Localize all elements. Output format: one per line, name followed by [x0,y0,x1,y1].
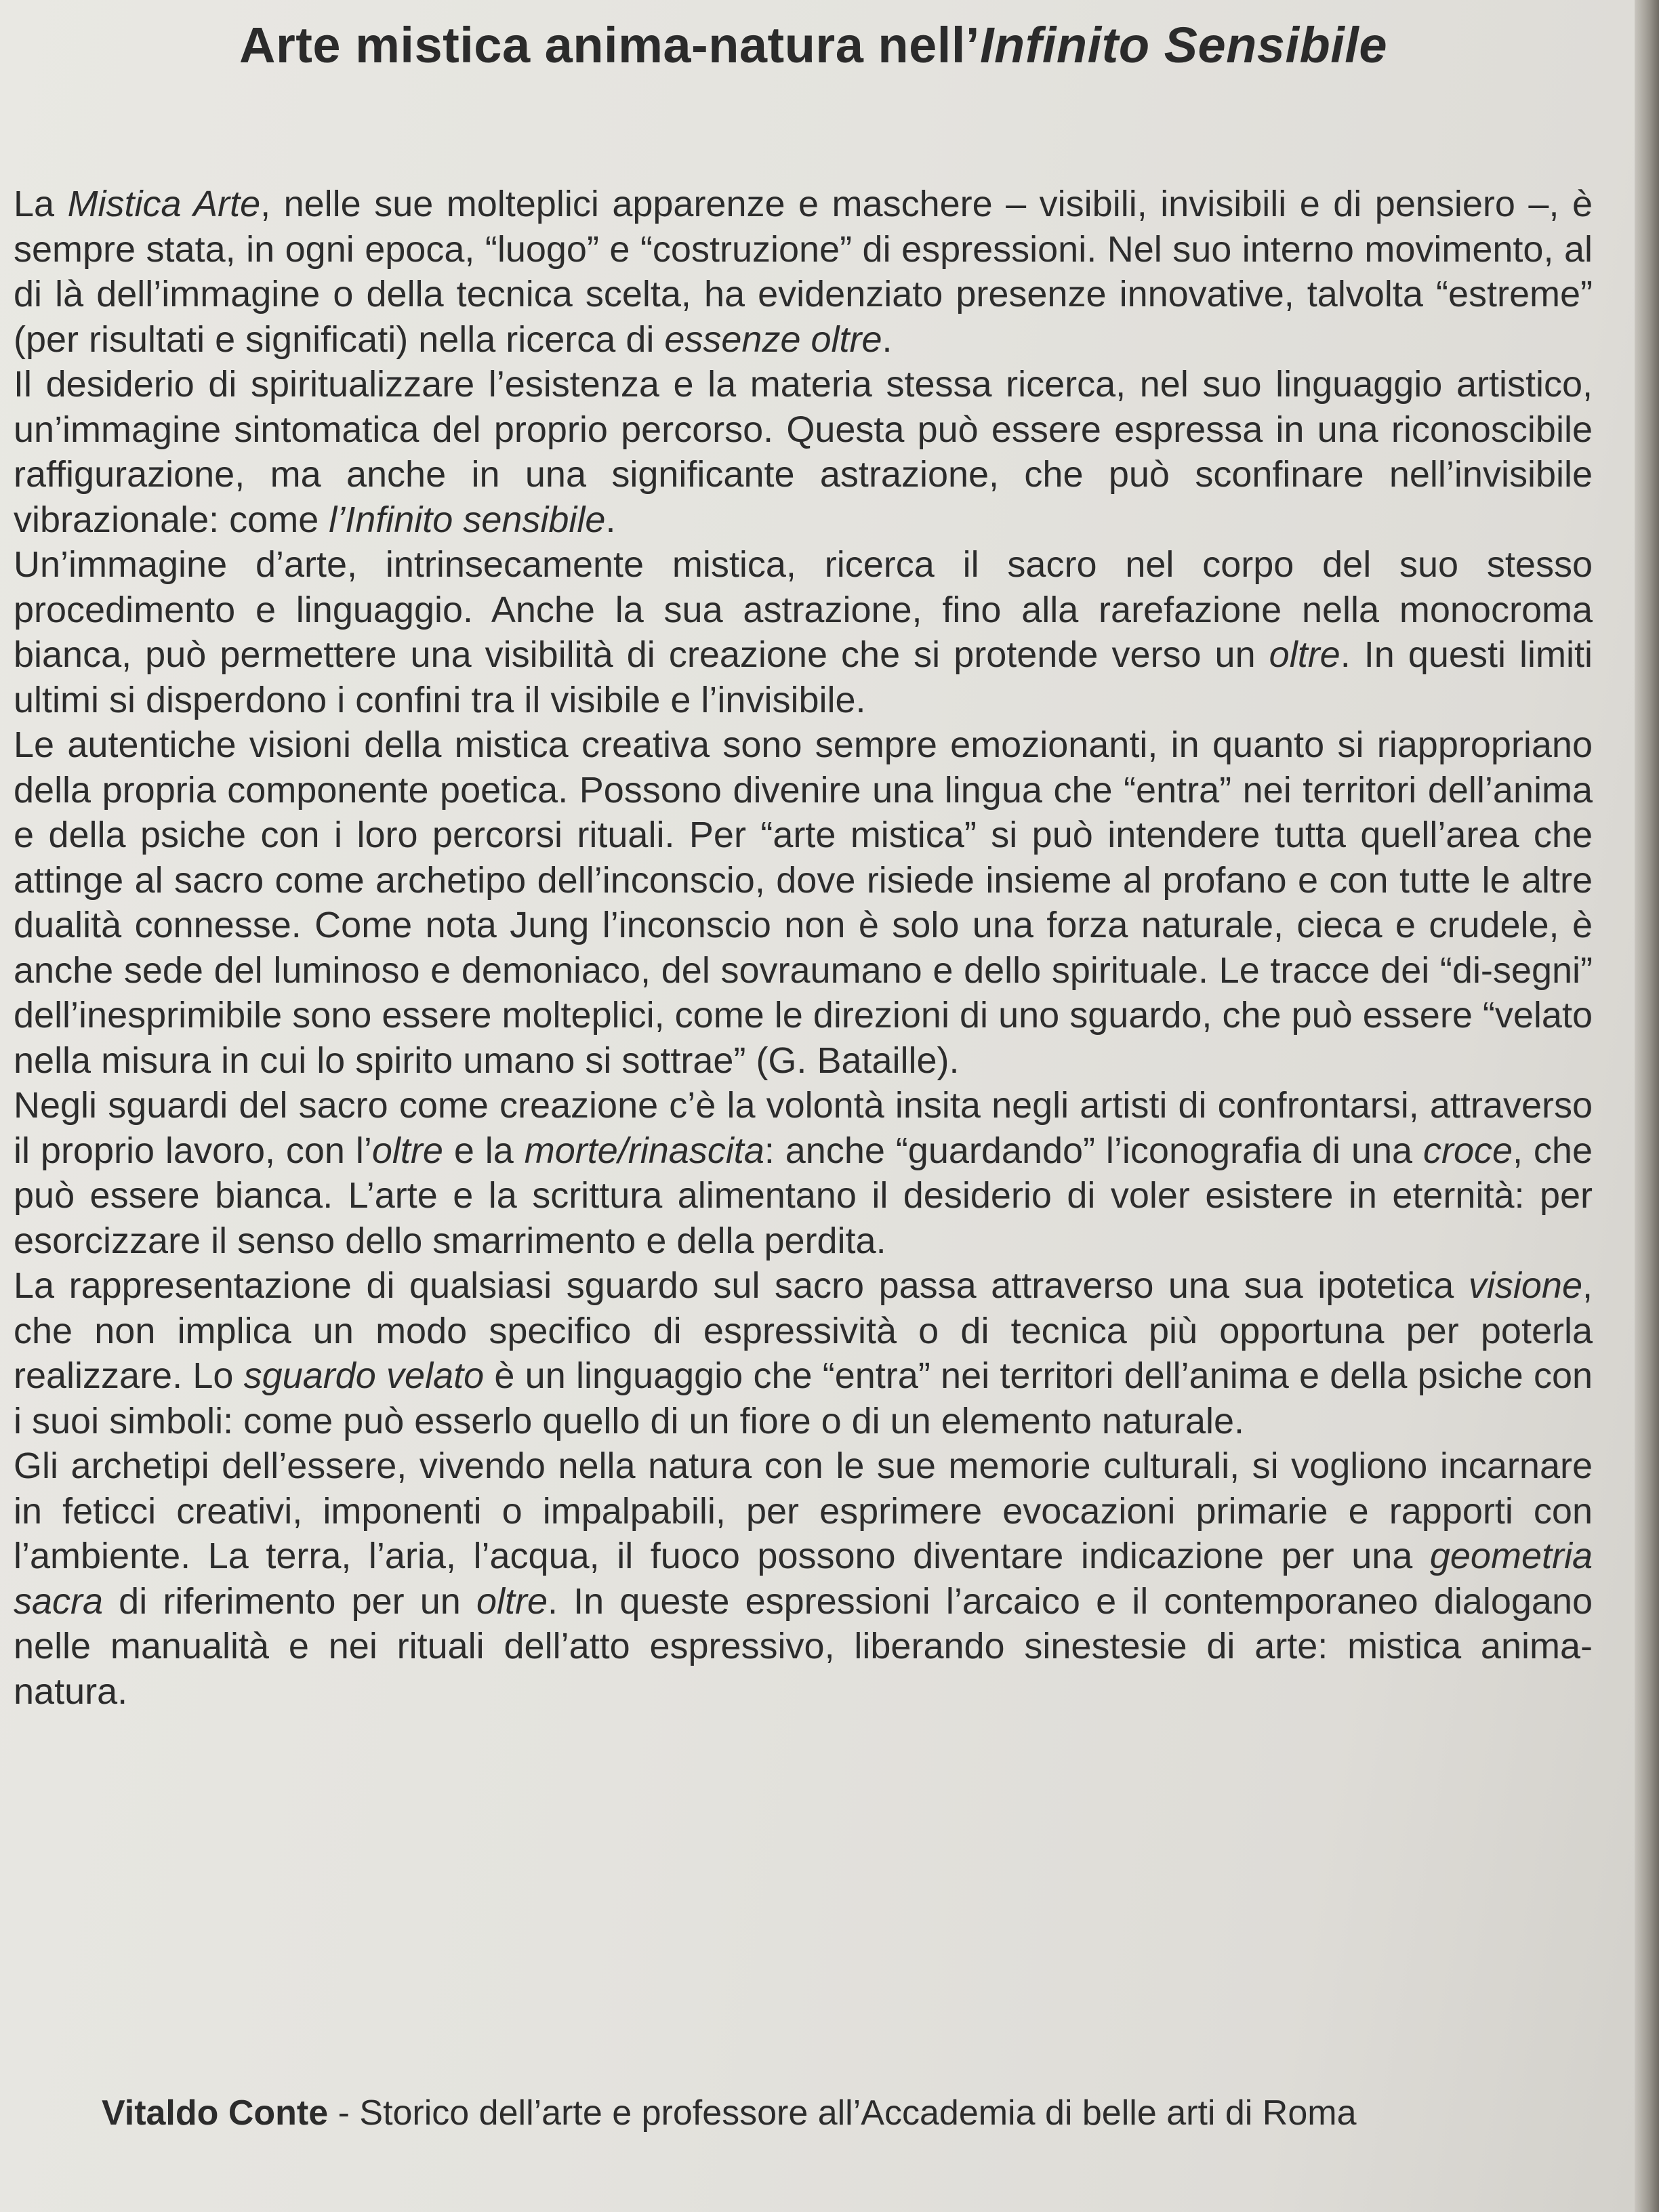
italic-text: sguardo velato [243,1355,485,1396]
italic-text: geometria sacra [14,1536,1593,1622]
page-title [0,16,1626,74]
author-name: Vitaldo Conte [102,2093,329,2133]
text-run: Gli archetipi dell’essere, vivendo nella natura con le sue memorie culturali, si vogliono incarnare in feticci creativi, imponenti o impalpabili, per esprimere evocazioni primarie e rapporti con l’ambiente. La terra, l’aria, l’acqua, il fuoco possono diventare indicazione per una [14,1446,1593,1576]
text-run: Il desiderio di spiritualizzare l’esistenza e la materia stessa ricerca, nel suo linguaggio artistico, un’immagine sintomatica del proprio percorso. Questa può essere espressa in una riconoscibile raffigurazione, ma anche in una significante astrazione, che può sconfinare nell’invisibile vibrazionale: come [14,364,1593,540]
text-run: . [605,499,616,540]
paragraph [14,182,1593,362]
title-main: Arte mistica anima-natura nell’ [239,17,980,73]
italic-text: visione [1468,1265,1582,1306]
author-signature [102,2093,1593,2133]
text-run: , nelle sue molteplici apparenze e maschere – visibili, invisibili e di pensiero –, è sempre stata, in ogni epoca, “luogo” e “costruzione” di espressioni. Nel suo interno movimento, al di là dell’immagine o della tecnica scelta, ha evidenziato presenze innovative, talvolta “estreme” (per risultati e significati) nella ricerca di [14,184,1593,360]
text-run: Un’immagine d’arte, intrinsecamente mistica, ricerca il sacro nel corpo del suo stesso procedimento e linguaggio. Anche la sua astrazione, fino alla rarefazione nella monocroma bianca, può permettere una visibilità di creazione che si protende verso un [14,544,1593,675]
text-run: Negli sguardi del sacro come creazione c’è la volontà insita negli artisti di confrontarsi, attraverso il proprio lavoro, con l’ [14,1085,1593,1171]
italic-text: oltre [371,1130,443,1171]
text-run: La rappresentazione di qualsiasi sguardo sul sacro passa attraverso una sua ipotetica [14,1265,1469,1306]
paragraph [14,1263,1593,1443]
italic-text: oltre [476,1580,548,1622]
text-run: Le autentiche visioni della mistica creativa sono sempre emozionanti, in quanto si riappropriano della propria componente poetica. Possono divenire una lingua che “entra” nei territori dell’anima e della psiche con i loro percorsi rituali. Per “arte mistica” si può intendere tutta quell’area che attinge al sacro come archetipo dell’inconscio, dove risiede insieme al profano e con tutte le altre dualità connesse. Come nota Jung l’inconscio non è solo una forza naturale, cieca e crudele, è anche sede del luminoso e demoniaco, del sovraumano e dello spirituale. Le tracce dei “di-segni” dell’inesprimibile sono essere molteplici, come le direzioni di uno sguardo, che può essere “velato nella misura in cui lo spirito umano si sottrae” (G. Bataille). [14,724,1593,1081]
text-run: . [882,319,893,360]
text-run: , che non implica un modo specifico di espressività o di tecnica più opportuna per poterla realizzare. Lo [14,1265,1593,1396]
italic-text: oltre [1269,634,1340,675]
author-role: - Storico dell’arte e professore all’Accademia di belle arti di Roma [328,2093,1357,2133]
paragraph [14,542,1593,722]
italic-text: morte/rinascita [524,1130,764,1171]
text-run: di riferimento per un [103,1580,476,1622]
italic-text: croce [1422,1130,1513,1171]
italic-text: essenze oltre [664,319,882,360]
text-run: . In questi limiti ultimi si disperdono i confini tra il visibile e l’invisibile. [14,634,1593,720]
italic-text: Mistica Arte [67,184,261,224]
paragraph [14,1443,1593,1714]
paragraph [14,1083,1593,1263]
text-run: è un linguaggio che “entra” nei territori dell’anima e della psiche con i suoi simboli: come può esserlo quello di un fiore o di un elemento naturale. [14,1355,1593,1441]
title-italic: Infinito Sensibile [979,17,1387,73]
text-run: . In queste espressioni l’arcaico e il contemporaneo dialogano nelle manualità e nei rituali dell’atto espressivo, liberando sinestesie di arte: mistica anima-natura. [14,1580,1593,1712]
article-body [14,182,1593,1714]
panel-edge [1635,0,1659,2212]
paragraph [14,362,1593,542]
text-run: e la [443,1130,525,1171]
text-run: , che può essere bianca. L’arte e la scrittura alimentano il desiderio di voler esistere in eternità: per esorcizzare il senso dello smarrimento e della perdita. [14,1130,1593,1261]
paragraph [14,722,1593,1083]
text-run: La [14,184,68,224]
italic-text: l’Infinito sensibile [329,499,606,540]
text-run: : anche “guardando” l’iconografia di una [764,1130,1423,1171]
